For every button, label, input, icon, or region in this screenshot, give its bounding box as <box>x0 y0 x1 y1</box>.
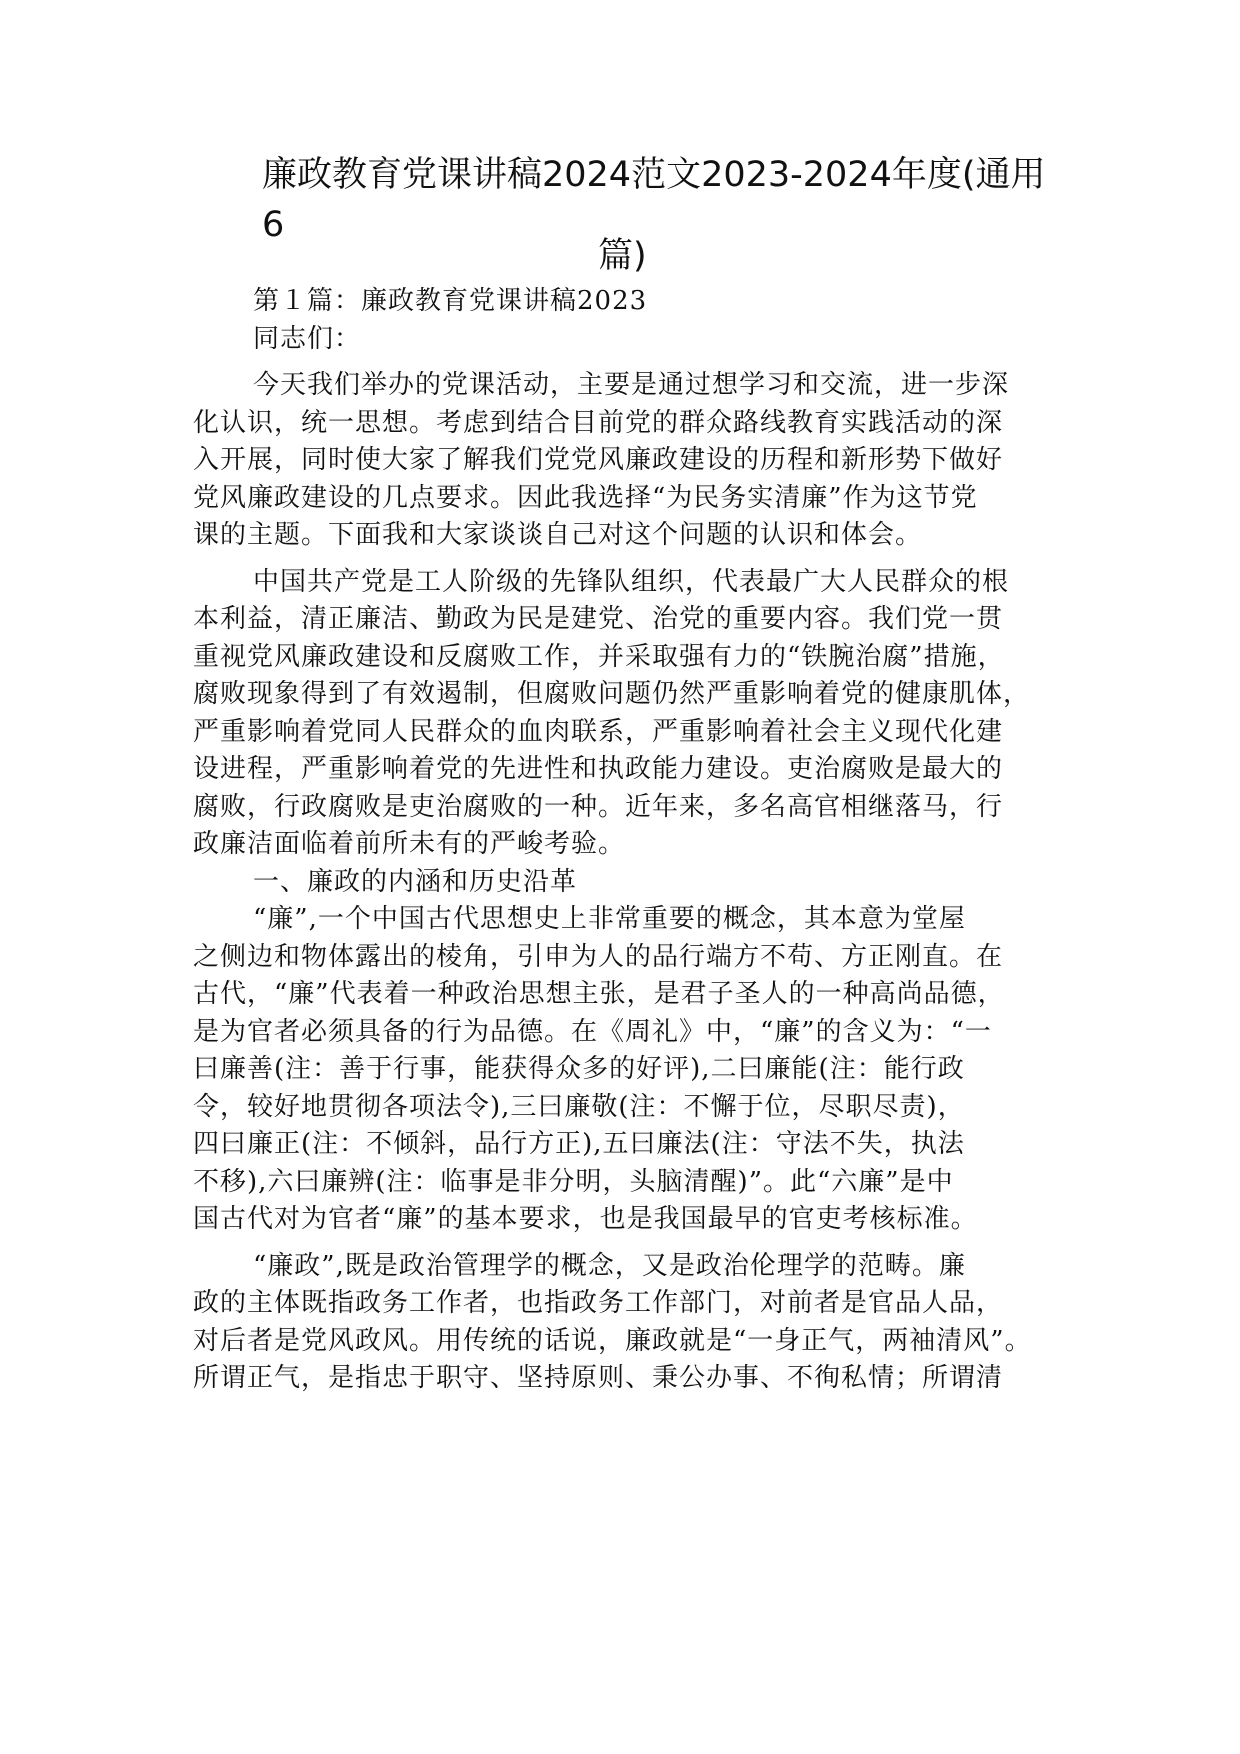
document-title <box>262 150 1062 250</box>
paragraph-line: 国古代对为官者“廉”的基本要求，也是我国最早的官吏考核标准。 <box>193 1204 978 1234</box>
paragraph-line: “廉政”,既是政治管理学的概念，又是政治伦理学的范畴。廉 <box>253 1250 966 1281</box>
paragraph-line: 严重影响着党同人民群众的血肉联系，严重影响着社会主义现代化建 <box>193 716 1004 747</box>
paragraph-line: 不移),六曰廉辨(注：临事是非分明，头脑清醒)”。此“六廉”是中 <box>193 1166 954 1197</box>
paragraph-line: 之侧边和物体露出的棱角，引申为人的品行端方不苟、方正刚直。在 <box>193 941 1004 972</box>
section-heading: 第１篇：廉政教育党课讲稿2023 <box>253 286 648 316</box>
paragraph-2 <box>193 564 1053 864</box>
paragraph-1 <box>193 367 1053 555</box>
paragraph-line: 四曰廉正(注：不倾斜，品行方正),五曰廉法(注：守法不失，执法 <box>193 1129 965 1159</box>
document-body <box>193 283 1053 1398</box>
paragraph-line: 化认识，统一思想。考虑到结合目前党的群众路线教育实践活动的深 <box>193 407 1004 438</box>
paragraph-line: 政的主体既指政务工作者，也指政务工作部门，对前者是官品人品， <box>193 1288 1004 1318</box>
paragraph-line: 党风廉政建设的几点要求。因此我选择“为民务实清廉”作为这节党 <box>193 482 978 513</box>
paragraph-line: 是为官者必须具备的行为品德。在《周礼》中，“廉”的含义为：“一 <box>193 1016 992 1047</box>
paragraph-line: 今天我们举办的党课活动，主要是通过想学习和交流，进一步深 <box>253 370 1010 400</box>
paragraph-line: 入开展，同时使大家了解我们党党风廉政建设的历程和新形势下做好 <box>193 445 1004 475</box>
paragraph-line: “廉”,一个中国古代思想史上非常重要的概念，其本意为堂屋 <box>253 904 966 934</box>
paragraph-line: 所谓正气，是指忠于职守、坚持原则、秉公办事、不徇私情；所谓清 <box>193 1363 1004 1393</box>
paragraph-line: 腐败现象得到了有效遏制，但腐败问题仍然严重影响着党的健康肌体， <box>193 679 1031 709</box>
paragraph-line: 对后者是党风政风。用传统的话说，廉政就是“一身正气，两袖清风”。 <box>193 1325 1032 1356</box>
paragraph-line: 本利益，清正廉洁、勤政为民是建党、治党的重要内容。我们党一贯 <box>193 604 1004 634</box>
paragraph-line: 腐败，行政腐败是吏治腐败的一种。近年来，多名高官相继落马，行 <box>193 791 1004 822</box>
paragraph-4 <box>193 1248 1053 1398</box>
paragraph-line: 中国共产党是工人阶级的先锋队组织，代表最广大人民群众的根 <box>253 566 1010 597</box>
paragraph-line: 政廉洁面临着前所未有的严峻考验。 <box>193 829 626 859</box>
document-title-line1: 廉政教育党课讲稿2024范文2023-2024年度(通用6 <box>262 155 1046 245</box>
paragraph-line: 曰廉善(注：善于行事，能获得众多的好评),二曰廉能(注：能行政 <box>193 1054 965 1084</box>
subheading-1 <box>193 864 1053 902</box>
paragraph-line: 设进程，严重影响着党的先进性和执政能力建设。吏治腐败是最大的 <box>193 754 1004 784</box>
document-title-continuation: 篇) <box>598 236 647 276</box>
paragraph-line: 重视党风廉政建设和反腐败工作，并采取强有力的“铁腕治腐”措施， <box>193 641 1005 672</box>
subheading-text: 一、廉政的内涵和历史沿革 <box>253 866 578 897</box>
paragraph-line: 课的主题。下面我和大家谈谈自己对这个问题的认识和体会。 <box>193 520 923 550</box>
paragraph-3 <box>193 901 1053 1239</box>
paragraph-line: 令，较好地贯彻各项法令),三曰廉敬(注：不懈于位，尽职尽责)， <box>193 1091 965 1122</box>
paragraph-line: 古代，“廉”代表着一种政治思想主张，是君子圣人的一种高尚品德， <box>193 979 1005 1009</box>
salutation: 同志们： <box>253 323 362 354</box>
